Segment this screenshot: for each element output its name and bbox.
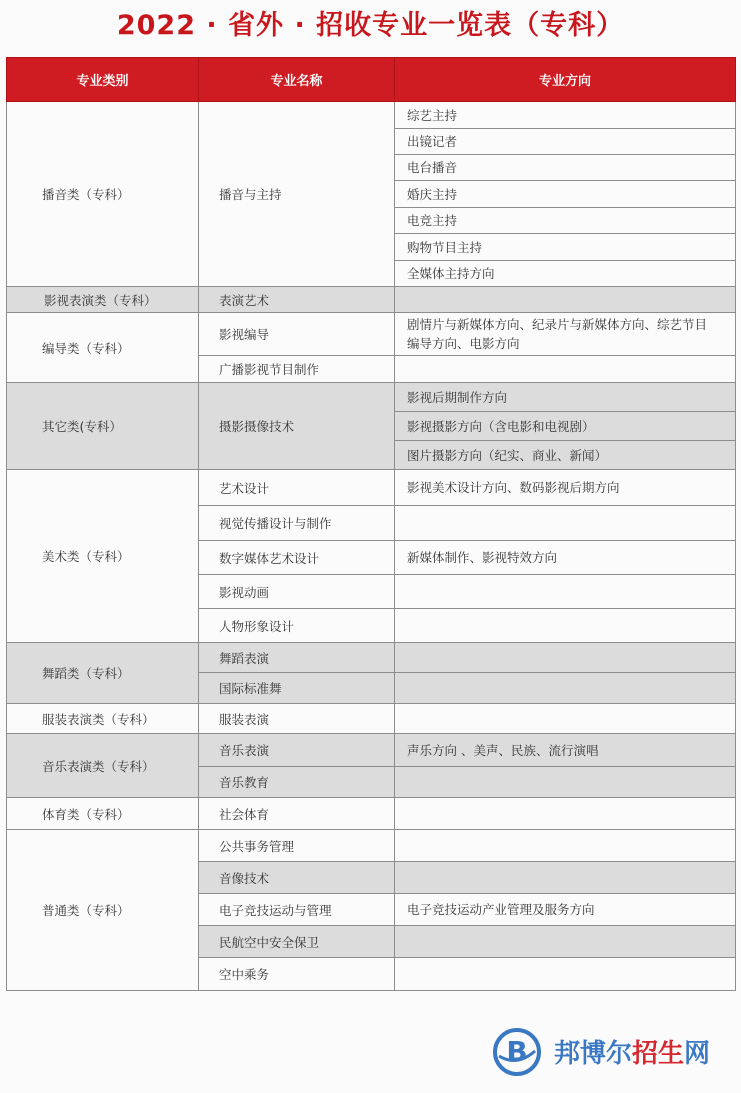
major-cell: 社会体育 [199, 798, 395, 830]
category-cell: 体育类（专科） [7, 798, 199, 830]
direction-cell: 购物节目主持 [395, 234, 736, 261]
direction-cell [395, 287, 736, 313]
category-cell: 美术类（专科） [7, 470, 199, 643]
brand-b-logo-icon [492, 1027, 542, 1077]
category-cell: 播音类（专科） [7, 102, 199, 287]
direction-cell [395, 609, 736, 643]
table-row [7, 643, 736, 673]
major-cell: 数字媒体艺术设计 [199, 541, 395, 575]
direction-cell: 电子竞技运动产业管理及服务方向 [395, 894, 736, 926]
major-cell: 摄影摄像技术 [199, 383, 395, 470]
direction-cell: 新媒体制作、影视特效方向 [395, 541, 736, 575]
table-row [7, 383, 736, 412]
direction-cell: 影视美术设计方向、数码影视后期方向 [395, 470, 736, 506]
table-header-row [7, 58, 736, 102]
page-title: 2022 · 省外 · 招收专业一览表（专科） [116, 10, 625, 41]
major-cell: 表演艺术 [199, 287, 395, 313]
major-cell: 音乐表演 [199, 734, 395, 767]
direction-cell [395, 798, 736, 830]
category-cell: 其它类(专科） [7, 383, 199, 470]
direction-cell [395, 830, 736, 862]
header-major: 专业名称 [199, 58, 395, 102]
major-cell: 影视动画 [199, 575, 395, 609]
major-table [6, 57, 736, 991]
direction-cell [395, 767, 736, 798]
major-cell: 人物形象设计 [199, 609, 395, 643]
site-watermark [492, 1025, 732, 1079]
major-cell: 电子竞技运动与管理 [199, 894, 395, 926]
direction-cell: 全媒体主持方向 [395, 261, 736, 287]
major-cell: 服装表演 [199, 704, 395, 734]
category-cell: 普通类（专科） [7, 830, 199, 991]
direction-cell [395, 575, 736, 609]
table-row [7, 470, 736, 506]
major-cell: 国际标准舞 [199, 673, 395, 704]
major-cell: 播音与主持 [199, 102, 395, 287]
direction-cell [395, 506, 736, 541]
major-cell: 音像技术 [199, 862, 395, 894]
direction-cell: 影视摄影方向（含电影和电视剧） [395, 412, 736, 441]
major-cell: 音乐教育 [199, 767, 395, 798]
table-row [7, 798, 736, 830]
direction-cell [395, 643, 736, 673]
category-cell: 服装表演类（专科） [7, 704, 199, 734]
header-direction: 专业方向 [395, 58, 736, 102]
table-row [7, 704, 736, 734]
direction-cell [395, 958, 736, 991]
svg-text:B: B [506, 1035, 528, 1068]
table-row [7, 313, 736, 356]
major-cell: 艺术设计 [199, 470, 395, 506]
direction-cell: 声乐方向 、美声、民族、流行演唱 [395, 734, 736, 767]
major-cell: 民航空中安全保卫 [199, 926, 395, 958]
direction-cell [395, 704, 736, 734]
direction-cell: 图片摄影方向（纪实、商业、新闻） [395, 441, 736, 470]
header-category: 专业类别 [7, 58, 199, 102]
direction-cell: 综艺主持 [395, 102, 736, 129]
major-cell: 影视编导 [199, 313, 395, 356]
direction-cell: 剧情片与新媒体方向、纪录片与新媒体方向、综艺节目编导方向、电影方向 [395, 313, 736, 356]
direction-cell: 影视后期制作方向 [395, 383, 736, 412]
table-row [7, 102, 736, 129]
category-cell: 舞蹈类（专科） [7, 643, 199, 704]
major-cell: 公共事务管理 [199, 830, 395, 862]
brand-name [554, 1033, 710, 1070]
direction-cell: 婚庆主持 [395, 181, 736, 208]
table-row [7, 287, 736, 313]
major-cell: 广播影视节目制作 [199, 356, 395, 383]
category-cell: 影视表演类（专科） [7, 287, 199, 313]
major-cell: 视觉传播设计与制作 [199, 506, 395, 541]
brand-name-blue: 邦博尔 [554, 1039, 633, 1069]
category-cell: 音乐表演类（专科） [7, 734, 199, 798]
brand-name-tail: 网 [684, 1039, 711, 1069]
brand-name-red: 招生 [632, 1039, 685, 1069]
table-row [7, 830, 736, 862]
direction-cell [395, 673, 736, 704]
direction-cell [395, 926, 736, 958]
direction-cell: 电台播音 [395, 155, 736, 181]
table-row [7, 734, 736, 767]
direction-cell: 电竞主持 [395, 208, 736, 234]
major-cell: 空中乘务 [199, 958, 395, 991]
direction-cell [395, 356, 736, 383]
major-cell: 舞蹈表演 [199, 643, 395, 673]
direction-cell: 出镜记者 [395, 129, 736, 155]
direction-cell [395, 862, 736, 894]
category-cell: 编导类（专科） [7, 313, 199, 383]
